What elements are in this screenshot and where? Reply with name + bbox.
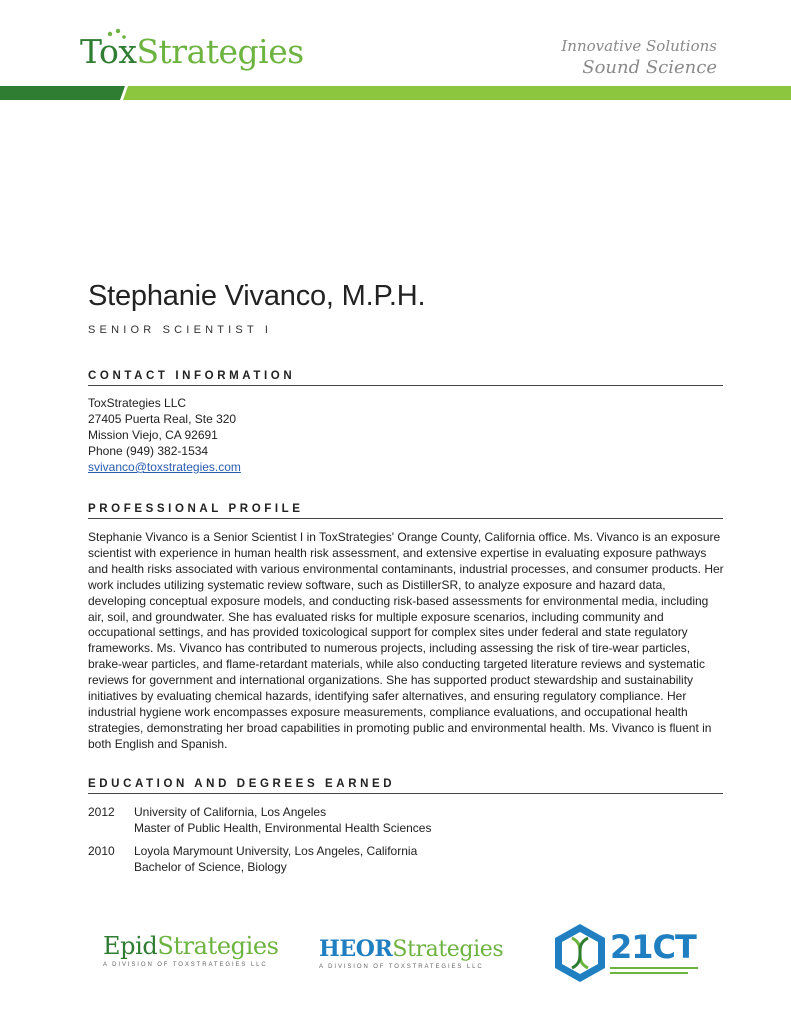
education-year: 2012 xyxy=(88,805,115,819)
education-school: University of California, Los Angeles xyxy=(134,805,327,819)
21ct-logo-text: 21CT xyxy=(610,928,696,966)
person-title: SENIOR SCIENTIST I xyxy=(88,324,273,336)
epid-logo-part-1: Epid xyxy=(103,932,158,960)
tagline xyxy=(561,36,717,78)
profile-heading: PROFESSIONAL PROFILE xyxy=(88,503,723,519)
contact-address-2: Mission Viejo, CA 92691 xyxy=(88,428,218,442)
logo-strategies: Strategies xyxy=(136,32,304,71)
contact-company: ToxStrategies LLC xyxy=(88,396,187,410)
contact-heading: CONTACT INFORMATION xyxy=(88,370,723,386)
tagline-line-2: Sound Science xyxy=(582,57,717,78)
header-green-bar xyxy=(0,86,791,100)
profile-text: Stephanie Vivanco is a Senior Scientist I in ToxStrategies' Orange County, California office. Ms. Vivanco is an exposure scientist with experience in human health risk assessment, and extensive expertise in evaluating exposure pathways and health risks associated with various environmental contaminants, industrial processes, and consumer products. Her work includes utilizing systematic review software, such as DistillerSR, to analyze exposure and hazard data, developing conceptual exposure models, and conducting risk-based assessments for environmental media, including air, soil, and groundwater. She has evaluated risks for multiple exposure scenarios, including community and occupational settings, and has provided toxicological support for complex sites under federal and state regulatory frameworks. Ms. Vivanco has contributed to numerous projects, including assessing the risk of tire-wear particles, brake-wear particles, and flame-retardant materials, while also conducting targeted literature reviews and systematic reviews for government and international organizations. She has supported product stewardship and sustainability initiatives by evaluating chemical hazards, identifying safer alternatives, and ensuring regulatory compliance. Her industrial hygiene work encompasses exposure measurements, compliance evaluations, and occupational health strategies, demonstrating her broad capabilities in promoting public and environmental health. Ms. Vivanco is fluent in both English and Spanish. xyxy=(88,530,724,751)
heor-logo-part-1: HEOR xyxy=(319,936,393,962)
contact-address-1: 27405 Puerta Real, Ste 320 xyxy=(88,412,237,426)
contact-email-link[interactable]: svivanco@toxstrategies.com xyxy=(88,460,241,474)
heor-logo-subtitle: A DIVISION OF TOXSTRATEGIES LLC xyxy=(319,964,484,970)
epid-logo-part-2: Strategies xyxy=(157,932,279,960)
dna-hexagon-icon xyxy=(552,922,608,984)
21ct-logo xyxy=(552,922,702,984)
toxstrategies-logo xyxy=(80,28,304,78)
contact-block xyxy=(88,395,241,475)
education-school: Loyola Marymount University, Los Angeles, California xyxy=(134,844,418,858)
heor-logo-part-2: Strategies xyxy=(392,937,504,962)
logo-tox: Tox xyxy=(80,32,137,71)
epidstrategies-logo xyxy=(103,932,279,968)
epid-logo-subtitle: A DIVISION OF TOXSTRATEGIES LLC xyxy=(103,962,268,968)
education-year: 2010 xyxy=(88,844,115,858)
heorstrategies-logo xyxy=(319,936,503,970)
education-degree: Bachelor of Science, Biology xyxy=(134,860,287,874)
21ct-tagline-lines xyxy=(610,966,700,980)
tagline-line-1: Innovative Solutions xyxy=(561,37,717,55)
person-name: Stephanie Vivanco, M.P.H. xyxy=(88,280,426,312)
education-degree: Master of Public Health, Environmental Health Sciences xyxy=(134,821,432,835)
contact-phone: Phone (949) 382-1534 xyxy=(88,444,209,458)
education-heading: EDUCATION AND DEGREES EARNED xyxy=(88,778,723,794)
